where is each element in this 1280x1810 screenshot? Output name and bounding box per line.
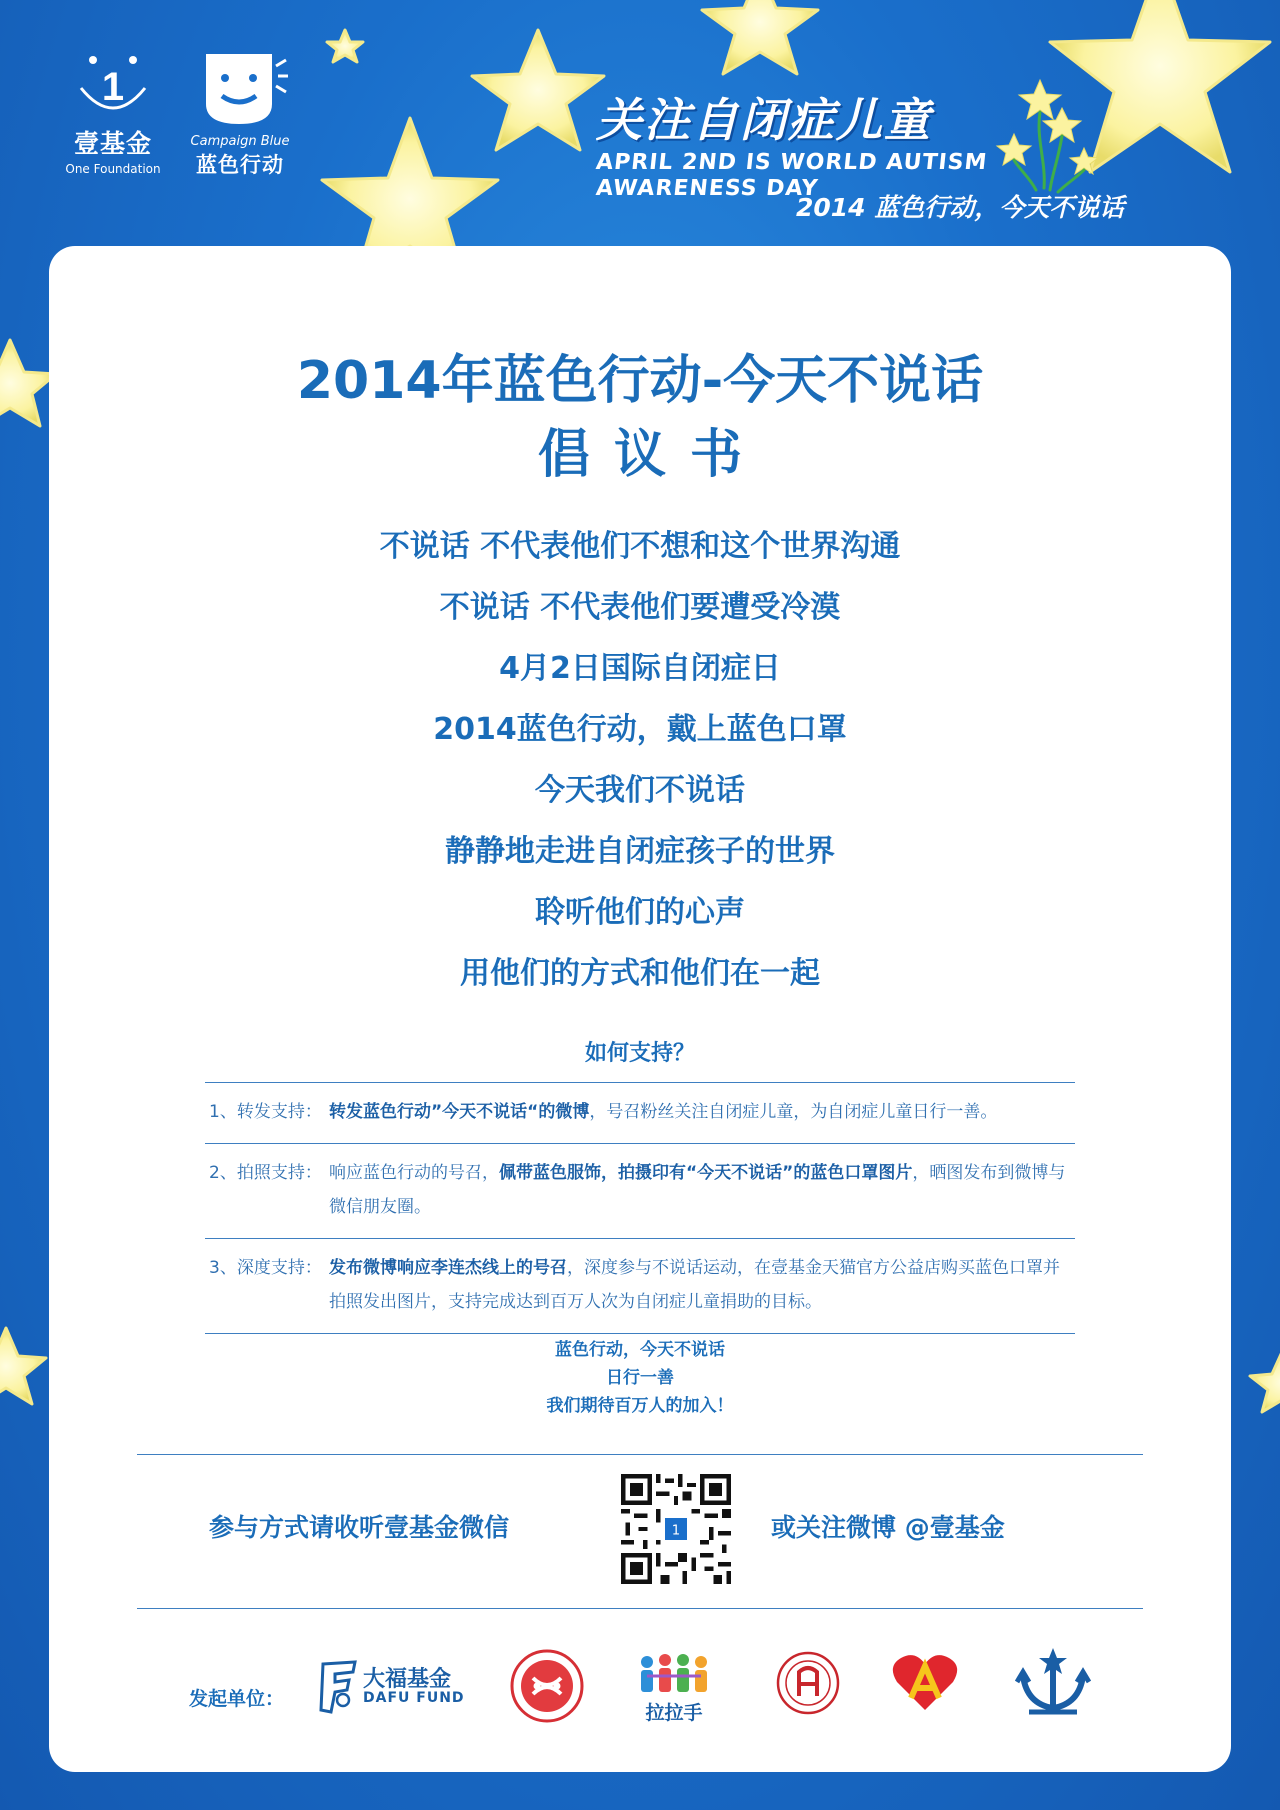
dafu-fund-en: DAFU FUND bbox=[363, 1690, 465, 1706]
campaign-heading bbox=[594, 84, 1125, 222]
campaign-blue-face-icon bbox=[192, 48, 288, 128]
campaign-title-en-2: AWARENESS DAY bbox=[594, 176, 820, 201]
closing-line: 日行一善 bbox=[606, 1368, 674, 1388]
star-shape bbox=[1050, 0, 1270, 172]
support-highlight: 发布微博响应李连杰线上的号召 bbox=[329, 1258, 567, 1278]
divider bbox=[137, 1454, 1143, 1455]
support-rest: ，晒图发布到微博与微信朋友圈。 bbox=[329, 1163, 1066, 1217]
lalashou-cn: 拉拉手 bbox=[645, 1702, 703, 1724]
one-glyph: 1 bbox=[101, 65, 125, 109]
autism-society-logo bbox=[509, 1648, 585, 1724]
proposal-title: 2014年蓝色行动-今天不说话 bbox=[296, 351, 984, 411]
anchor-logo bbox=[1015, 1646, 1091, 1716]
support-item bbox=[205, 1083, 1075, 1144]
star-shape bbox=[702, 0, 818, 74]
weibo-text: 或关注微博 @壹基金 bbox=[771, 1513, 1005, 1542]
campaign-title-en-1: APRIL 2ND IS WORLD AUTISM bbox=[594, 150, 989, 175]
support-rest: ，号召粉丝关注自闭症儿童，为自闭症儿童日行一善。 bbox=[589, 1102, 998, 1122]
support-text bbox=[329, 1251, 1075, 1319]
star-shape bbox=[472, 30, 604, 150]
campaign-blue-logo bbox=[175, 48, 305, 179]
lalashou-logo bbox=[629, 1652, 719, 1722]
support-label: 1、转发支持： bbox=[209, 1102, 322, 1122]
star-shape bbox=[0, 340, 56, 426]
proposal-line: 2014蓝色行动，戴上蓝色口罩 bbox=[433, 712, 847, 747]
smile-icon bbox=[73, 48, 153, 118]
proposal-line: 聆听他们的心声 bbox=[535, 895, 745, 930]
support-label: 2、拍照支持： bbox=[209, 1163, 322, 1183]
proposal-line: 静静地走进自闭症孩子的世界 bbox=[445, 834, 835, 869]
support-list bbox=[205, 1082, 1075, 1334]
proposal-lines bbox=[49, 516, 1231, 1004]
proposal-line: 用他们的方式和他们在一起 bbox=[460, 956, 820, 991]
star-shape bbox=[0, 1328, 46, 1404]
divider bbox=[137, 1608, 1143, 1609]
support-item bbox=[205, 1144, 1075, 1239]
dafu-icon bbox=[317, 1656, 361, 1716]
red-circle-logo bbox=[775, 1650, 841, 1716]
wechat-qr-code[interactable] bbox=[621, 1474, 731, 1584]
support-item bbox=[205, 1239, 1075, 1334]
one-foundation-logo bbox=[58, 48, 168, 176]
proposal-line: 4月2日国际自闭症日 bbox=[499, 651, 781, 686]
star-shape bbox=[327, 30, 363, 62]
support-text bbox=[329, 1156, 1075, 1224]
proposal-line: 今天我们不说话 bbox=[535, 773, 745, 808]
campaign-title-cn: 关注自闭症儿童 bbox=[596, 93, 932, 147]
support-pre: 响应蓝色行动的号召， bbox=[329, 1163, 499, 1183]
proposal-card bbox=[49, 246, 1231, 1772]
support-rest: ，深度参与不说话运动，在壹基金天猫官方公益店购买蓝色口罩并拍照发出图片，支持完成达到百万人次为自闭症儿童捐助的目标。 bbox=[329, 1258, 1060, 1312]
campaign-blue-cn: 蓝色行动 bbox=[196, 153, 284, 177]
closing-line: 我们期待百万人的加入！ bbox=[546, 1396, 734, 1416]
closing-line: 蓝色行动，今天不说话 bbox=[555, 1340, 725, 1360]
wechat-text: 参与方式请收听壹基金微信 bbox=[209, 1513, 510, 1542]
closing-message bbox=[49, 1336, 1231, 1420]
one-foundation-en: One Foundation bbox=[65, 162, 161, 176]
heart-a-logo bbox=[889, 1650, 961, 1714]
campaign-subtitle: 2014 蓝色行动，今天不说话 bbox=[796, 193, 1125, 222]
dafu-fund-logo bbox=[317, 1656, 477, 1716]
support-text bbox=[329, 1095, 1075, 1129]
how-to-support-title: 如何支持？ bbox=[584, 1041, 695, 1066]
dafu-fund-cn: 大福基金 bbox=[363, 1667, 452, 1692]
campaign-blue-en: Campaign Blue bbox=[190, 134, 290, 149]
qr-center-glyph: 1 bbox=[671, 1523, 681, 1539]
sponsors-label: 发起单位： bbox=[189, 1688, 285, 1710]
support-highlight: 转发蓝色行动”今天不说话“的微博 bbox=[329, 1102, 590, 1122]
one-foundation-cn: 壹基金 bbox=[73, 129, 152, 158]
lalashou-people-icon bbox=[629, 1652, 719, 1698]
proposal-line: 不说话 不代表他们不想和这个世界沟通 bbox=[379, 529, 901, 564]
proposal-line: 不说话 不代表他们要遭受冷漠 bbox=[439, 590, 841, 625]
support-highlight: 佩带蓝色服饰，拍摄印有“今天不说话”的蓝色口罩图片 bbox=[499, 1163, 913, 1183]
support-label: 3、深度支持： bbox=[209, 1258, 322, 1278]
proposal-subtitle: 倡议书 bbox=[537, 425, 766, 485]
star-shape bbox=[1250, 1352, 1280, 1412]
